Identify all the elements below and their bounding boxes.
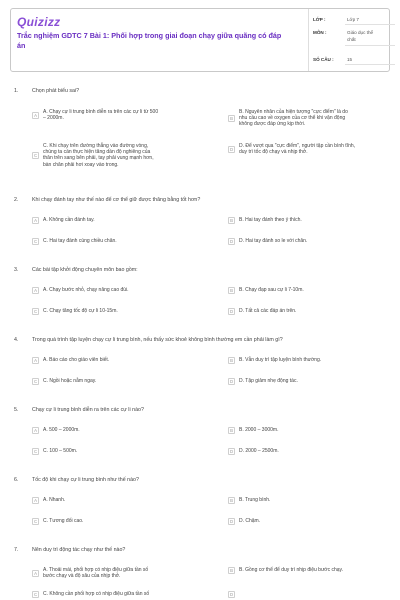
option-letter-box: A <box>32 217 39 224</box>
quiz-header <box>10 8 390 72</box>
option-text-line: A. Chạy cự li trung bình diễn ra trên các cự li từ 500 <box>43 109 159 115</box>
question-number: 6. <box>14 477 19 483</box>
option-text-line: A. Không cần đánh tay. <box>43 217 95 223</box>
option-text-line: bàn chân phải hơi xoay vào trong. <box>43 161 119 168</box>
option-text <box>239 567 400 573</box>
page-title-line: án <box>17 40 26 50</box>
question-text: Khi chạy đánh tay như thế nào để cơ thể giữ được thăng bằng tốt hơn? <box>32 197 201 203</box>
option-text-line: D. 2000 – 2500m. <box>239 448 279 454</box>
option-text <box>239 378 400 384</box>
question-number: 7. <box>14 547 19 553</box>
subject-label: MÔN : <box>313 30 327 35</box>
option-letter-box: B <box>228 217 235 224</box>
option-text <box>43 497 211 503</box>
option-text-line: D. Hai tay đánh so le với chân. <box>239 238 308 244</box>
option-letter-box: B <box>228 287 235 294</box>
option-letter-box: B <box>228 357 235 364</box>
option-text <box>239 518 400 524</box>
option-letter-box: B <box>228 115 235 122</box>
option-text <box>43 109 211 121</box>
option-text <box>239 427 400 433</box>
option-letter-box: B <box>228 427 235 434</box>
option-letter-box: B <box>228 567 235 574</box>
option-text-line: B. Nguyên nhân của hiện tượng "cực điểm" là do <box>239 109 348 115</box>
option-text-line: C. Hai tay đánh cùng chiều chân. <box>43 238 117 244</box>
option-letter-box: C <box>33 379 38 384</box>
option-text-line: C. Khi chạy trên đường thẳng vào đường vòng, <box>43 143 149 149</box>
option-text-line: C. Ngồi hoặc nằm ngay. <box>43 378 97 384</box>
option-text-line: B. Trung bình. <box>239 497 271 503</box>
option-text-line: A. Chạy bước nhỏ, chạy nâng cao đùi. <box>43 287 129 293</box>
option-text <box>43 287 211 293</box>
option-text-line: chúng ta cần thực hiện tăng dần độ nghiêng của <box>43 149 151 156</box>
option-letter-box: A <box>32 357 39 364</box>
option-text <box>43 308 211 314</box>
option-letter-box: A <box>32 112 39 119</box>
option-letter-box: C <box>33 449 38 454</box>
option-text-line: C. 100 – 500m. <box>43 448 78 454</box>
option-letter-box: C <box>33 152 38 158</box>
count-value: 15 <box>347 57 353 62</box>
option-letter-box: D <box>229 239 234 244</box>
option-text <box>43 143 211 168</box>
subject-underline <box>345 45 395 46</box>
option-text-line: A. Thoải mái, phối hợp có nhịp điệu giữa tần số <box>43 567 149 573</box>
option-text-line: A. 500 – 2000m. <box>43 427 80 433</box>
option-text-line: bước chạy và độ sâu của nhịp thở. <box>43 573 121 580</box>
option-text-line: không được đáp ứng kịp thời. <box>239 121 306 128</box>
option-text <box>239 308 400 314</box>
count-underline <box>345 64 395 65</box>
option-text <box>239 238 400 244</box>
option-text <box>239 287 400 293</box>
option-text <box>239 109 400 128</box>
option-text <box>43 591 211 597</box>
option-text <box>239 217 400 223</box>
option-text-line: nhu cầu cao về oxygen của cơ thể khi vận động <box>239 115 346 122</box>
option-text-line: C. Không cần phối hợp có nhịp điệu giữa tần số <box>43 591 150 597</box>
option-letter-box: C <box>33 239 38 244</box>
option-letter-box: C <box>33 309 38 314</box>
question-number: 4. <box>14 337 19 343</box>
option-text <box>43 567 211 579</box>
option-text-line: duy trì tốc độ chạy và nhịp thở. <box>239 149 308 156</box>
question-text: Tốc độ khi chạy cự li trung bình như thế nào? <box>32 477 139 483</box>
option-text-line: C. Tương đối cao. <box>43 518 84 524</box>
quizizz-logo[interactable]: Quizizz <box>17 15 61 29</box>
class-value: Lớp 7 <box>347 17 359 22</box>
option-text-line: B. Chạy đạp sau cự li 7-10m. <box>239 287 304 293</box>
question-number: 5. <box>14 407 19 413</box>
class-label: LỚP : <box>313 17 326 22</box>
option-letter-box: C <box>33 592 38 597</box>
option-text-line: D. Tập giảm nhẹ động tác. <box>239 378 298 384</box>
option-text <box>239 497 400 503</box>
question-text: Chọn phát biểu sai? <box>32 88 80 94</box>
option-letter-box: D <box>229 309 234 314</box>
option-text-line: – 2000m. <box>43 115 64 122</box>
page-title <box>17 31 305 50</box>
option-text <box>239 448 400 454</box>
question-number: 2. <box>14 197 19 203</box>
option-text <box>43 217 211 223</box>
page-title-line: Trắc nghiệm GDTC 7 Bài 1: Phối hợp trong giai đoạn chạy giữa quãng có đáp <box>17 31 282 40</box>
class-underline <box>345 24 395 25</box>
option-text-line: D. Để vượt qua "cực điểm", người tập cần bình tĩnh, <box>239 143 356 149</box>
question-number: 3. <box>14 267 19 273</box>
count-label: SỐ CÂU : <box>313 57 334 62</box>
option-text <box>239 357 400 363</box>
option-text-line: A. Báo cáo cho giáo viên biết. <box>43 357 110 363</box>
option-letter-box: C <box>33 519 38 524</box>
option-letter-box: A <box>32 287 39 294</box>
option-text <box>239 143 400 155</box>
option-letter-box: A <box>32 427 39 434</box>
option-letter-box: A <box>32 497 39 504</box>
option-letter-box: D <box>229 519 234 524</box>
option-text <box>43 518 211 524</box>
option-letter-box: B <box>228 497 235 504</box>
option-text <box>43 448 211 454</box>
option-letter-box: D <box>229 449 234 454</box>
option-letter-box: A <box>32 570 39 577</box>
option-letter-box: D <box>229 146 234 152</box>
option-letter-box: D <box>229 592 234 597</box>
option-text <box>43 357 211 363</box>
question-text: Nên duy trì động tác chạy như thế nào? <box>32 547 126 553</box>
subject-value: Giáo dục thể chất <box>347 30 374 42</box>
question-text: Chạy cự li trung bình diễn ra trên các cự li nào? <box>32 407 144 413</box>
option-text <box>43 238 211 244</box>
option-text-line: B. Hai tay đánh theo ý thích. <box>239 217 302 223</box>
option-letter-box: D <box>229 379 234 384</box>
option-text-line: B. Gồng cơ thể để duy trì nhịp điệu bước chạy. <box>239 567 344 573</box>
option-text-line: D. Chậm. <box>239 518 261 524</box>
question-number: 1. <box>14 88 19 94</box>
header-divider <box>308 9 309 71</box>
question-text: Các bài tập khởi động chuyên môn bao gồm: <box>32 267 138 273</box>
option-text <box>43 427 211 433</box>
option-text-line: thân trên sang bên phải, tay phải vung mạnh hơn, <box>43 155 154 162</box>
option-text-line: B. 2000 – 3000m. <box>239 427 279 433</box>
option-text <box>43 378 211 384</box>
option-text-line: B. Vẫn duy trì tập luyện bình thường. <box>239 357 322 363</box>
option-text-line: D. Tất cả các đáp án trên. <box>239 308 297 314</box>
option-text-line: C. Chạy tăng tốc độ cự li 10-15m. <box>43 308 118 314</box>
option-text-line: A. Nhanh. <box>43 497 66 503</box>
question-text: Trong quá trình tập luyện chạy cự li trung bình, nếu thấy sức khoẻ không bình thường em cần phải làm gì? <box>32 337 283 343</box>
